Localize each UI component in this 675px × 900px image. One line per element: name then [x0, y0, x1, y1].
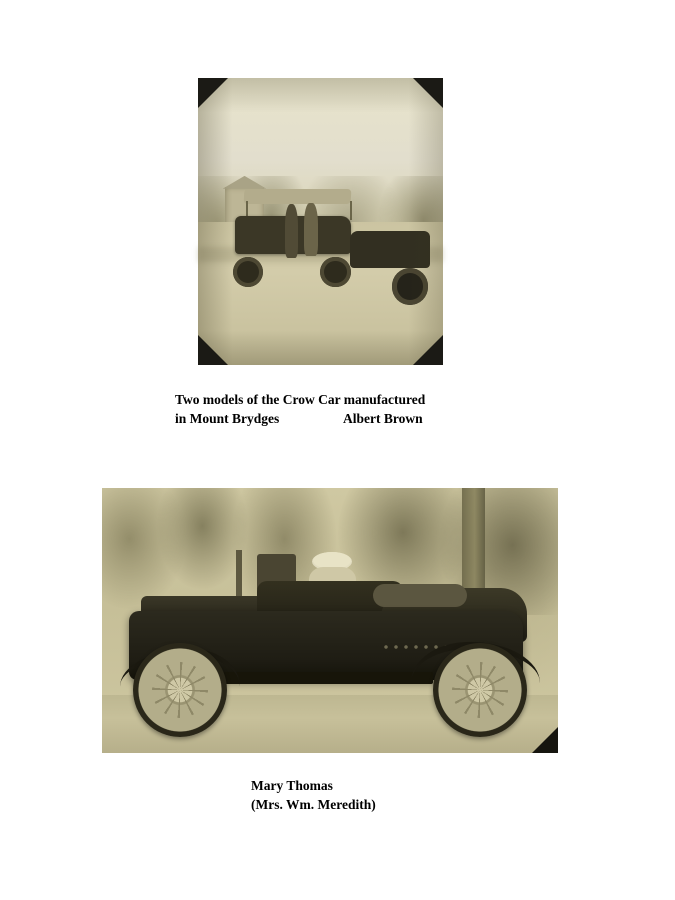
- photo2-touring-car: [116, 546, 545, 737]
- photo1-car-wheel-rear: [320, 257, 350, 287]
- photo1-car-wheel-front: [233, 257, 263, 287]
- photo1-car-second: [350, 210, 433, 290]
- photo1-car2-body: [350, 231, 430, 268]
- caption-crow-car-line2: [175, 409, 505, 428]
- photo1-person-seated: [304, 203, 318, 256]
- photo2-wheel-rear-spokes: [452, 662, 509, 719]
- caption-mary-thomas-line1: Mary Thomas: [251, 778, 333, 793]
- photo1-car2-wheel: [392, 268, 429, 305]
- photo1-car-front: [230, 187, 367, 273]
- photo1-person-standing: [285, 204, 299, 257]
- photo2-wheel-front-spokes: [152, 662, 209, 719]
- caption-crow-car-credit: Albert Brown: [343, 411, 423, 426]
- caption-mary-thomas-line2: (Mrs. Wm. Meredith): [251, 797, 376, 812]
- photo-mary-thomas: [102, 488, 558, 753]
- photo2-wheel-rear: [433, 643, 527, 737]
- photo2-car-headrest: [373, 584, 467, 607]
- photo2-wheel-front: [133, 643, 227, 737]
- photo2-windshield: [236, 550, 242, 596]
- caption-mary-thomas: [251, 776, 376, 814]
- photo-crow-car: [198, 78, 443, 365]
- caption-crow-car: [175, 390, 505, 428]
- photo-crow-car-print: [198, 78, 443, 365]
- caption-crow-car-line2-left: in Mount Brydges: [175, 411, 280, 426]
- caption-crow-car-line1: Two models of the Crow Car manufactured: [175, 392, 426, 407]
